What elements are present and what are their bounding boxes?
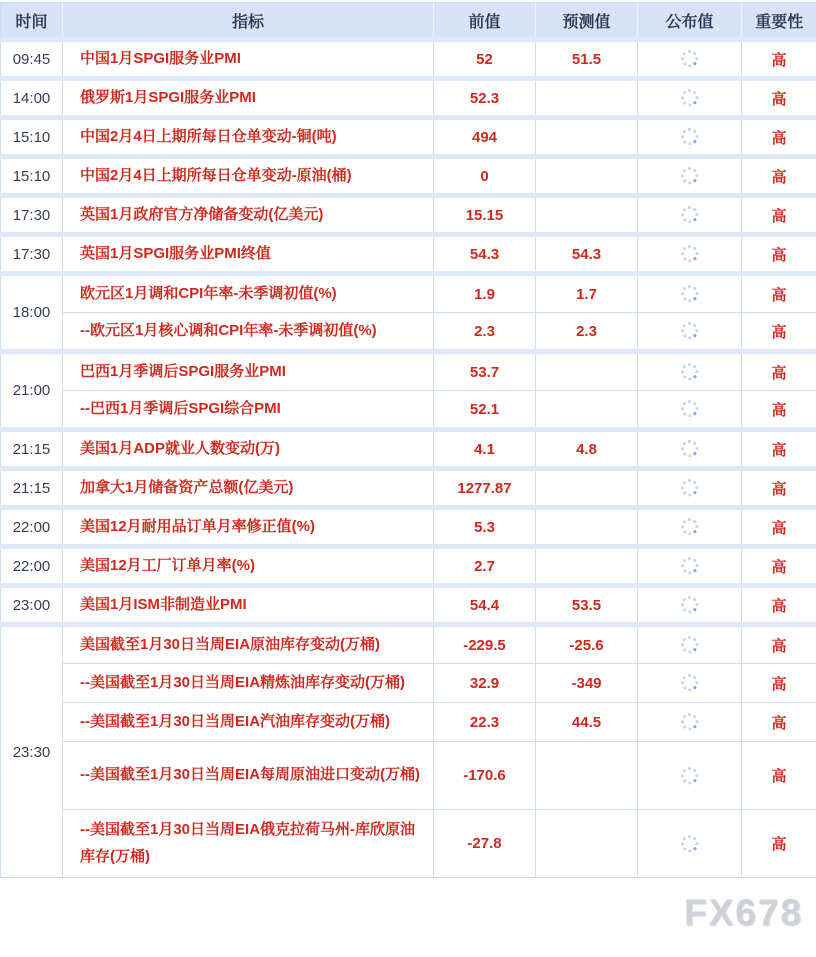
time-cell: 17:30: [1, 235, 63, 274]
previous-value-cell: 1277.87: [434, 469, 536, 508]
importance-cell: 高: [742, 547, 816, 586]
header-published: 公布值: [638, 3, 742, 40]
previous-value-cell: -27.8: [434, 810, 536, 878]
table-row: [1, 40, 816, 79]
loading-spinner-icon: [681, 557, 699, 575]
header-time: 时间: [1, 3, 63, 40]
header-importance: 重要性: [742, 3, 816, 40]
forecast-value-cell: [536, 508, 638, 547]
indicator-cell[interactable]: --欧元区1月核心调和CPI年率-未季调初值(%): [63, 313, 434, 352]
previous-value-cell: 54.4: [434, 586, 536, 625]
indicator-cell[interactable]: 美国12月工厂订单月率(%): [63, 547, 434, 586]
previous-value-cell: 2.7: [434, 547, 536, 586]
time-cell: 21:15: [1, 430, 63, 469]
indicator-cell[interactable]: 中国1月SPGI服务业PMI: [63, 40, 434, 79]
published-value-cell: [638, 157, 742, 196]
table-header: [1, 3, 816, 40]
indicator-cell[interactable]: --美国截至1月30日当周EIA精炼油库存变动(万桶): [63, 664, 434, 703]
time-cell: 23:30: [1, 625, 63, 878]
indicator-cell[interactable]: 加拿大1月储备资产总额(亿美元): [63, 469, 434, 508]
previous-value-cell: 32.9: [434, 664, 536, 703]
table-row: [1, 196, 816, 235]
time-cell: 21:00: [1, 352, 63, 430]
forecast-value-cell: [536, 118, 638, 157]
time-cell: 09:45: [1, 40, 63, 79]
published-value-cell: [638, 79, 742, 118]
forecast-value-cell: [536, 547, 638, 586]
loading-spinner-icon: [681, 835, 699, 853]
table-row: [1, 508, 816, 547]
forecast-value-cell: 54.3: [536, 235, 638, 274]
published-value-cell: [638, 547, 742, 586]
importance-cell: 高: [742, 196, 816, 235]
published-value-cell: [638, 625, 742, 664]
time-cell: 21:15: [1, 469, 63, 508]
forecast-value-cell: 4.8: [536, 430, 638, 469]
loading-spinner-icon: [681, 767, 699, 785]
loading-spinner-icon: [681, 479, 699, 497]
published-value-cell: [638, 313, 742, 352]
table-row: [1, 625, 816, 664]
table-row: [1, 810, 816, 878]
importance-cell: 高: [742, 703, 816, 742]
published-value-cell: [638, 196, 742, 235]
economic-calendar-table: [0, 2, 816, 878]
loading-spinner-icon: [681, 89, 699, 107]
time-cell: 22:00: [1, 547, 63, 586]
importance-cell: 高: [742, 810, 816, 878]
importance-cell: 高: [742, 313, 816, 352]
forecast-value-cell: [536, 810, 638, 878]
importance-cell: 高: [742, 508, 816, 547]
importance-cell: 高: [742, 40, 816, 79]
loading-spinner-icon: [681, 440, 699, 458]
loading-spinner-icon: [681, 636, 699, 654]
table-row: [1, 586, 816, 625]
published-value-cell: [638, 703, 742, 742]
indicator-cell[interactable]: 中国2月4日上期所每日仓单变动-原油(桶): [63, 157, 434, 196]
time-cell: 18:00: [1, 274, 63, 352]
loading-spinner-icon: [681, 167, 699, 185]
table-row: [1, 118, 816, 157]
published-value-cell: [638, 118, 742, 157]
importance-cell: 高: [742, 235, 816, 274]
importance-cell: 高: [742, 391, 816, 430]
previous-value-cell: 52.1: [434, 391, 536, 430]
previous-value-cell: 2.3: [434, 313, 536, 352]
time-cell: 15:10: [1, 118, 63, 157]
forecast-value-cell: 2.3: [536, 313, 638, 352]
time-cell: 23:00: [1, 586, 63, 625]
indicator-cell[interactable]: --美国截至1月30日当周EIA每周原油进口变动(万桶): [63, 742, 434, 810]
forecast-value-cell: [536, 742, 638, 810]
indicator-cell[interactable]: 巴西1月季调后SPGI服务业PMI: [63, 352, 434, 391]
table-row: [1, 742, 816, 810]
table-row: [1, 274, 816, 313]
time-cell: 22:00: [1, 508, 63, 547]
table-row: [1, 391, 816, 430]
loading-spinner-icon: [681, 674, 699, 692]
table-row: [1, 547, 816, 586]
previous-value-cell: 4.1: [434, 430, 536, 469]
header-previous: 前值: [434, 3, 536, 40]
previous-value-cell: -170.6: [434, 742, 536, 810]
indicator-cell[interactable]: 美国截至1月30日当周EIA原油库存变动(万桶): [63, 625, 434, 664]
importance-cell: 高: [742, 742, 816, 810]
previous-value-cell: 0: [434, 157, 536, 196]
indicator-cell[interactable]: 俄罗斯1月SPGI服务业PMI: [63, 79, 434, 118]
previous-value-cell: 15.15: [434, 196, 536, 235]
forecast-value-cell: -25.6: [536, 625, 638, 664]
loading-spinner-icon: [681, 400, 699, 418]
published-value-cell: [638, 742, 742, 810]
published-value-cell: [638, 508, 742, 547]
indicator-cell[interactable]: 美国1月ISM非制造业PMI: [63, 586, 434, 625]
importance-cell: 高: [742, 352, 816, 391]
header-forecast: 预测值: [536, 3, 638, 40]
previous-value-cell: 52: [434, 40, 536, 79]
table-row: [1, 235, 816, 274]
previous-value-cell: 1.9: [434, 274, 536, 313]
forecast-value-cell: [536, 196, 638, 235]
forecast-value-cell: -349: [536, 664, 638, 703]
published-value-cell: [638, 664, 742, 703]
previous-value-cell: 5.3: [434, 508, 536, 547]
published-value-cell: [638, 274, 742, 313]
importance-cell: 高: [742, 274, 816, 313]
table-row: [1, 703, 816, 742]
published-value-cell: [638, 235, 742, 274]
importance-cell: 高: [742, 586, 816, 625]
loading-spinner-icon: [681, 363, 699, 381]
loading-spinner-icon: [681, 596, 699, 614]
table-row: [1, 664, 816, 703]
importance-cell: 高: [742, 469, 816, 508]
importance-cell: 高: [742, 664, 816, 703]
time-cell: 14:00: [1, 79, 63, 118]
previous-value-cell: 52.3: [434, 79, 536, 118]
loading-spinner-icon: [681, 518, 699, 536]
forecast-value-cell: 44.5: [536, 703, 638, 742]
indicator-cell[interactable]: --美国截至1月30日当周EIA俄克拉荷马州-库欣原油库存(万桶): [63, 810, 434, 878]
indicator-cell[interactable]: --巴西1月季调后SPGI综合PMI: [63, 391, 434, 430]
header-indicator: 指标: [63, 3, 434, 40]
importance-cell: 高: [742, 625, 816, 664]
previous-value-cell: 54.3: [434, 235, 536, 274]
fx678-watermark: FX678: [684, 892, 803, 934]
published-value-cell: [638, 469, 742, 508]
loading-spinner-icon: [681, 50, 699, 68]
table-body: [1, 40, 816, 878]
loading-spinner-icon: [681, 245, 699, 263]
time-cell: 15:10: [1, 157, 63, 196]
forecast-value-cell: 51.5: [536, 40, 638, 79]
previous-value-cell: 494: [434, 118, 536, 157]
forecast-value-cell: [536, 352, 638, 391]
table-row: [1, 79, 816, 118]
indicator-cell[interactable]: --美国截至1月30日当周EIA汽油库存变动(万桶): [63, 703, 434, 742]
indicator-cell[interactable]: 中国2月4日上期所每日仓单变动-铜(吨): [63, 118, 434, 157]
table-row: [1, 157, 816, 196]
loading-spinner-icon: [681, 285, 699, 303]
forecast-value-cell: 1.7: [536, 274, 638, 313]
forecast-value-cell: 53.5: [536, 586, 638, 625]
loading-spinner-icon: [681, 128, 699, 146]
importance-cell: 高: [742, 430, 816, 469]
indicator-cell[interactable]: 英国1月政府官方净储备变动(亿美元): [63, 196, 434, 235]
table-row: [1, 352, 816, 391]
previous-value-cell: -229.5: [434, 625, 536, 664]
published-value-cell: [638, 586, 742, 625]
forecast-value-cell: [536, 79, 638, 118]
forecast-value-cell: [536, 469, 638, 508]
time-cell: 17:30: [1, 196, 63, 235]
table-row: [1, 313, 816, 352]
loading-spinner-icon: [681, 322, 699, 340]
forecast-value-cell: [536, 157, 638, 196]
forecast-value-cell: [536, 391, 638, 430]
indicator-cell[interactable]: 美国12月耐用品订单月率修正值(%): [63, 508, 434, 547]
table-row: [1, 430, 816, 469]
indicator-cell[interactable]: 欧元区1月调和CPI年率-未季调初值(%): [63, 274, 434, 313]
indicator-cell[interactable]: 英国1月SPGI服务业PMI终值: [63, 235, 434, 274]
indicator-cell[interactable]: 美国1月ADP就业人数变动(万): [63, 430, 434, 469]
importance-cell: 高: [742, 157, 816, 196]
previous-value-cell: 22.3: [434, 703, 536, 742]
table-row: [1, 469, 816, 508]
published-value-cell: [638, 430, 742, 469]
previous-value-cell: 53.7: [434, 352, 536, 391]
published-value-cell: [638, 391, 742, 430]
published-value-cell: [638, 810, 742, 878]
loading-spinner-icon: [681, 206, 699, 224]
published-value-cell: [638, 352, 742, 391]
importance-cell: 高: [742, 118, 816, 157]
loading-spinner-icon: [681, 713, 699, 731]
published-value-cell: [638, 40, 742, 79]
importance-cell: 高: [742, 79, 816, 118]
